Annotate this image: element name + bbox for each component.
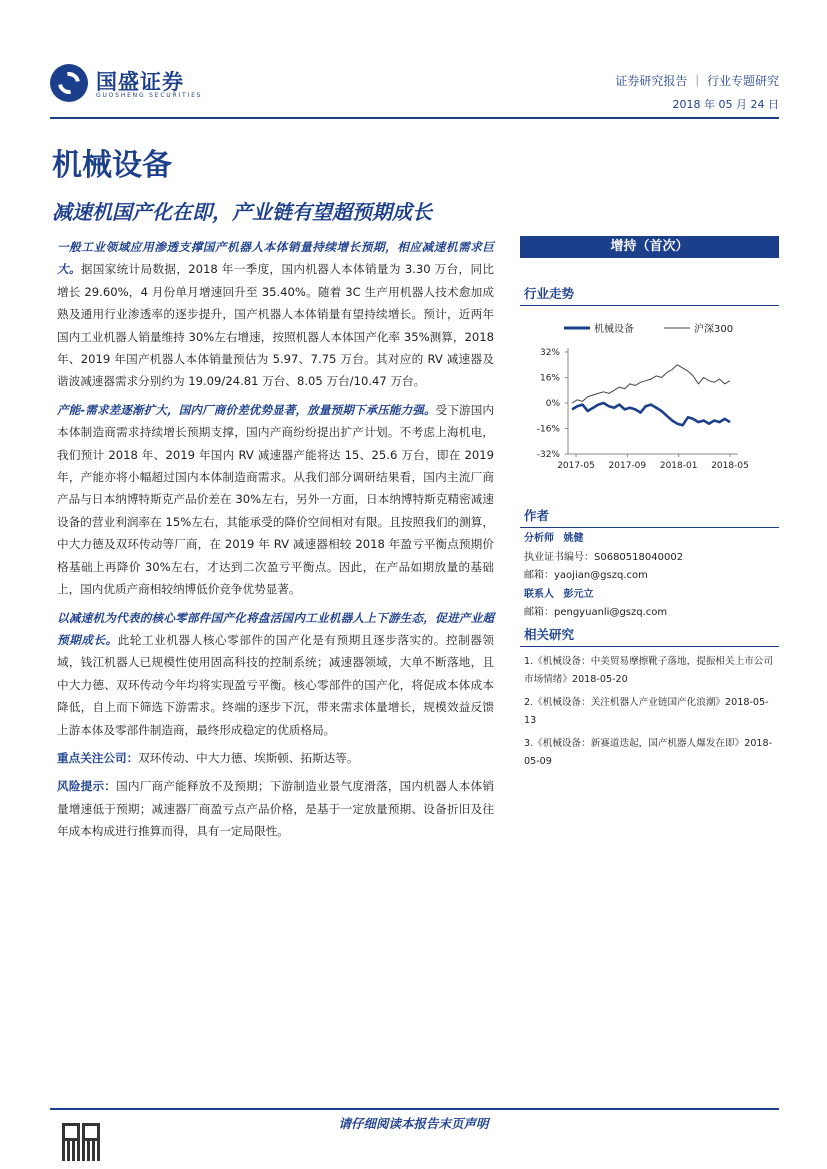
report-type: 证券研究报告 ｜ 行业专题研究 (615, 74, 779, 88)
analyst-name: 姚健 (563, 533, 584, 544)
focus-label: 重点关注公司： (57, 750, 139, 765)
x-tick-label: 2018-01 (659, 461, 698, 471)
x-tick-label: 2017-09 (608, 461, 647, 471)
x-tick-label: 2018-05 (711, 461, 749, 471)
y-tick-label: -32% (536, 450, 560, 460)
paragraph-2 (57, 399, 494, 601)
main-content (57, 236, 494, 849)
research-item[interactable]: 2.《机械设备：关注机器人产业链国产化浪潮》2018-05-13 (524, 696, 769, 726)
paragraph-body: 据国家统计局数据，2018 年一季度，国内机器人本体销量为 3.30 万台，同比增长 29.60%，4 月份单月增速回升至 35.40%。随着 3C 生产用机器人技术愈加成熟及通用行业渗透率的逐步提升，国产机器人本体销量有望持续增长。预计，近两年国内工业机器人销量维持 30%左右增速，按照机器人本体国产化率 35%测算，2018 年、2019 年国产机器人本体销量预估为 5.97、7.75 万台。其对应的 RV 减速器及谐波减速器需求分别约为 19.09/24.81 万台、8.05 万台/10.47 万台。 (57, 262, 494, 389)
y-tick-label: -16% (536, 424, 560, 435)
paragraph-3 (57, 607, 494, 741)
report-date: 2018 年 05 月 24 日 (672, 98, 779, 111)
focus-text: 双环传动、中大力德、埃斯顿、拓斯达等。 (138, 750, 359, 765)
logo-icon (50, 64, 88, 102)
trend-chart-svg (520, 306, 779, 476)
paragraph-1 (57, 236, 494, 393)
footer-divider (50, 1108, 779, 1110)
author-title: 作者 (520, 504, 779, 528)
header-divider (50, 117, 779, 119)
rating-badge: 增持（首次） (520, 236, 779, 258)
contact-email[interactable]: 邮箱：pengyuanli@gszq.com (524, 607, 668, 618)
risk-warning (57, 775, 494, 842)
analyst-label: 分析师 (524, 533, 554, 544)
research-item[interactable]: 1.《机械设备：中美贸易摩擦靴子落地，提振相关上市公司市场情绪》2018-05-20 (524, 655, 773, 685)
paragraph-lead: 产能-需求差逐渐扩大，国内厂商价差优势显著，放量预期下承压能力强。 (57, 402, 436, 417)
sidebar (520, 236, 779, 776)
contact-label: 联系人 (524, 588, 554, 600)
qr-code-icon (62, 1123, 100, 1161)
y-tick-label: 0% (545, 399, 560, 409)
logo-subtext: GUOSHENG SECURITIES (96, 92, 203, 99)
paragraph-body: 受下游国内本体制造商需求持续增长预期支撑，国内产商纷纷提出扩产计划。不考虑上海机电，我们预计 2018 年、2019 年国内 RV 减速器产能将达 15、25.6 万台，即在 2019 年，产能亦将小幅超过国内本体制造商需求。从我们部分调研结果看，国内主流厂商产品与日本纳博特斯克产品价差在 30%左右，另外一方面，日本纳博特斯克精密减速设备的营业利润率在 15%左右，其能承受的降价空间相对有限。且按照我们的测算，中大力德及双环传动等厂商，在 2019 年 RV 减速器相较 2018 年盈亏平衡点预期价格基础上再降价 30%左右，才达到二次盈亏平衡点。因此，在产品如期放量的基础上，国内优质产商相较纳博低价竞争优势显著。 (57, 402, 494, 597)
contact-line (520, 586, 779, 605)
risk-label: 风险提示： (57, 779, 117, 794)
trend-chart (520, 306, 779, 476)
research-list (520, 653, 779, 772)
analyst-license: 执业证书编号：S0680518040002 (524, 551, 684, 563)
contact-name: 彭元立 (563, 588, 594, 600)
focus-companies (57, 747, 494, 769)
x-tick-label: 2017-05 (557, 461, 595, 471)
report-title: 减速机国产化在即，产业链有望超预期成长 (52, 200, 432, 224)
legend-label: 沪深300 (694, 324, 734, 335)
research-item[interactable]: 3.《机械设备：新赛道迭起，国产机器人爆发在即》2018-05-09 (524, 737, 773, 767)
series-line-machinery (572, 403, 730, 425)
footer-disclaimer: 请仔细阅读本报告末页声明 (338, 1116, 489, 1131)
trend-title: 行业走势 (520, 282, 779, 306)
paragraph-lead: 一般工业领域应用渗透支撑国产机器人本体销量持续增长预期，相应减速机需求巨大。 (57, 240, 494, 277)
company-logo (50, 64, 220, 104)
paragraph-body: 此轮工业机器人核心零部件的国产化是有预期且逐步落实的。控制器领域，钱江机器人已规模性使用固高科技的控制系统；减速器领域，大单不断落地，且中大力德、双环传动今年均将实现盈亏平衡。核心零部件的国产化，将促成本体成本降低，自上而下筛选下游需求。终端的逐步下沉，带来需求体量增长，规模效益反馈上游本体及零部件制造商，最终形成稳定的优质格局。 (57, 632, 494, 737)
logo-text: 国盛证券 (96, 70, 184, 94)
y-tick-label: 32% (539, 348, 560, 358)
y-tick-label: 16% (539, 373, 560, 384)
industry-name: 机械设备 (52, 148, 172, 183)
research-title: 相关研究 (520, 623, 779, 647)
series-line-csi300 (572, 365, 730, 403)
paragraph-lead: 以减速机为代表的核心零部件国产化将盘活国内工业机器人上下游生态，促进产业超预期成长。 (57, 610, 494, 647)
analyst-line (520, 530, 779, 549)
risk-text: 国内厂商产能释放不及预期；下游制造业景气度滑落，国内机器人本体销量增速低于预期；减速器厂商盈亏点产品价格，是基于一定放量预期、设备折旧及往年成本构成进行推算而得，具有一定局限性。 (57, 779, 494, 839)
analyst-email[interactable]: 邮箱：yaojian@gszq.com (524, 570, 648, 581)
legend-label: 机械设备 (594, 324, 634, 335)
